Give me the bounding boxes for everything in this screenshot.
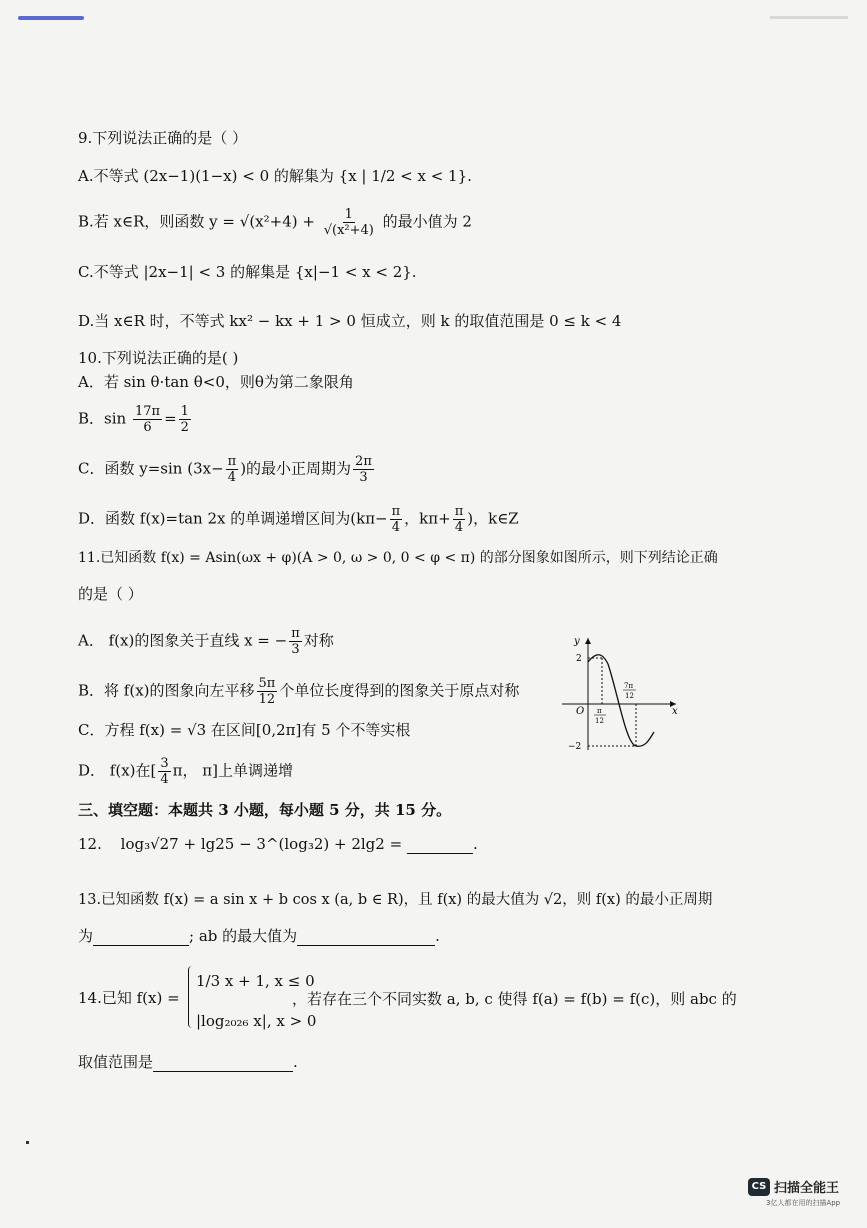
q14-post: ，若存在三个不同实数 a, b, c 使得 f(a) = f(b) = f(c)，则 abc 的 <box>292 990 737 1008</box>
q14-answer-blank[interactable] <box>153 1055 293 1072</box>
q9-b-frac-den: √(x²+4) <box>323 223 374 238</box>
q12-end: . <box>472 835 478 853</box>
q10-b-den1: 6 <box>143 420 152 435</box>
q14-line2 <box>78 1052 298 1072</box>
q13-line2 <box>78 926 440 946</box>
q10-b-eq: = <box>164 409 177 428</box>
q11-b-post: 个单位长度得到的图象关于原点对称 <box>279 681 520 700</box>
q12-num: 12. <box>78 835 102 853</box>
q11-b-den: 12 <box>258 692 276 707</box>
q10-c-num2: 2π <box>355 454 372 469</box>
q12 <box>78 834 478 854</box>
q11-option-b <box>78 676 519 707</box>
graph-ymin: −2 <box>568 742 582 752</box>
q14-line2-end: . <box>293 1053 298 1071</box>
q14-case2: |log₂₀₂₆ x|, x > 0 <box>196 1012 317 1030</box>
q10-option-a: A．若 sin θ·tan θ<0，则θ为第二象限角 <box>78 373 354 391</box>
q10-option-c <box>78 454 376 485</box>
q10-b-num2: 1 <box>180 404 189 419</box>
q10-d-frac2 <box>453 504 466 535</box>
q10-c-pre: C．函数 y=sin (3x− <box>78 459 224 478</box>
q9-stem: 9.下列说法正确的是（ ） <box>78 129 248 147</box>
camscanner-logo-icon: CS <box>748 1178 770 1196</box>
q14-pre: 14.已知 f(x) = <box>78 989 180 1007</box>
camscanner-watermark <box>748 1176 839 1196</box>
q14-case1: 1/3 x + 1, x ≤ 0 <box>196 972 315 990</box>
q10-d-mid: ，kπ+ <box>404 509 451 528</box>
q9-option-c: C.不等式 |2x−1| < 3 的解集是 {x|−1 < x < 2}. <box>78 263 417 281</box>
q10-c-mid: )的最小正周期为 <box>240 459 352 478</box>
q9-option-b-pre: B.若 x∈R，则函数 y = √(x²+4) + <box>78 212 315 231</box>
q10-d-num1: π <box>391 504 401 519</box>
graph-x1-num: π <box>597 707 602 715</box>
q11-b-num: 5π <box>258 676 276 691</box>
y-axis-arrow <box>585 638 591 644</box>
q10-b-frac2 <box>179 404 191 435</box>
q10-stem: 10.下列说法正确的是( ) <box>78 349 239 367</box>
q11-a-frac <box>289 626 302 657</box>
q10-option-b <box>78 404 193 435</box>
q9-option-b-fraction <box>322 207 376 238</box>
q10-d-pre: D．函数 f(x)=tan 2x 的单调递增区间为(kπ− <box>78 509 388 528</box>
graph-origin: O <box>576 706 585 717</box>
q10-d-post: )，k∈Z <box>467 509 519 528</box>
q10-d-den1: 4 <box>391 520 401 535</box>
graph-x1-den: 12 <box>595 717 604 725</box>
q10-d-den2: 4 <box>454 520 464 535</box>
q14-brace <box>188 966 195 1028</box>
q12-answer-blank[interactable] <box>407 837 473 854</box>
q13-line2-mid: ; ab 的最大值为 <box>189 927 298 945</box>
q11-b-pre: B．将 f(x)的图象向左平移 <box>78 681 255 700</box>
q11-a-num: π <box>291 626 300 641</box>
q9-option-b-post: 的最小值为 2 <box>382 212 472 231</box>
q13-line2-end: . <box>435 927 440 945</box>
q10-c-den2: 3 <box>359 470 368 485</box>
q11-d-post: π， π]上单调递增 <box>172 761 293 780</box>
camscanner-slogan: 3亿人都在用的扫描App <box>766 1199 841 1207</box>
scan-edge-mark-right <box>770 16 848 19</box>
scan-speck <box>26 1141 29 1144</box>
q11-d-pre: D． f(x)在[ <box>78 761 157 780</box>
q9-option-a: A.不等式 (2x−1)(1−x) < 0 的解集为 {x | 1/2 < x < 1}. <box>78 167 472 185</box>
graph-ymax: 2 <box>576 654 582 664</box>
q10-c-frac1 <box>226 454 239 485</box>
scan-edge-mark <box>18 16 84 20</box>
q11-option-d <box>78 756 293 787</box>
q10-c-den1: 4 <box>227 470 237 485</box>
q10-option-d <box>78 504 519 535</box>
q11-b-frac <box>257 676 278 707</box>
q11-stem-line1: 11.已知函数 f(x) = Asin(ωx + φ)(A > 0, ω > 0, 0 < φ < π) 的部分图象如图所示，则下列结论正确 <box>78 550 718 566</box>
q13-line2-pre: 为 <box>78 927 94 945</box>
q11-d-den: 4 <box>160 772 169 787</box>
q9-option-b <box>78 207 472 238</box>
q10-b-frac1 <box>133 404 162 435</box>
camscanner-name: 扫描全能王 <box>774 1181 840 1196</box>
q9-b-frac-num: 1 <box>344 207 353 222</box>
q10-d-num2: π <box>454 504 464 519</box>
q12-expr: log₃√27 + lg25 − 3^(log₃2) + 2lg2 = <box>120 835 403 853</box>
q11-d-num: 3 <box>160 756 169 771</box>
q11-option-c: C．方程 f(x) = √3 在区间[0,2π]有 5 个不等实根 <box>78 721 411 739</box>
q13-ab-max-blank[interactable] <box>297 929 435 946</box>
sine-curve <box>588 655 654 747</box>
q11-d-frac <box>158 756 170 787</box>
graph-x-label: x <box>672 706 678 717</box>
q11-sine-graph <box>560 634 680 754</box>
section3-heading: 三、填空题：本题共 3 小题，每小题 5 分，共 15 分。 <box>78 801 452 819</box>
q10-b-pre: B．sin <box>78 409 127 428</box>
q9-option-d: D.当 x∈R 时，不等式 kx² − kx + 1 > 0 恒成立，则 k 的取值范围是 0 ≤ k < 4 <box>78 312 622 330</box>
graph-x2-den: 12 <box>625 692 634 700</box>
q13-line1: 13.已知函数 f(x) = a sin x + b cos x (a, b ∈ R)，且 f(x) 的最大值为 √2，则 f(x) 的最小正周期 <box>78 892 713 908</box>
q11-a-pre: A． f(x)的图象关于直线 x = − <box>78 631 288 650</box>
q10-b-den2: 2 <box>180 420 189 435</box>
q11-stem-line2: 的是（ ） <box>78 585 143 603</box>
q14-line2-label: 取值范围是 <box>78 1053 154 1071</box>
q11-option-a <box>78 626 334 657</box>
q11-a-post: 对称 <box>303 631 334 650</box>
graph-x2-num: 7π <box>624 682 634 690</box>
q11-a-den: 3 <box>291 642 300 657</box>
q10-c-num1: π <box>227 454 237 469</box>
q10-c-frac2 <box>353 454 374 485</box>
q13-period-blank[interactable] <box>93 929 189 946</box>
q10-d-frac1 <box>390 504 403 535</box>
q10-b-num1: 17π <box>134 404 161 419</box>
graph-y-label: y <box>574 636 580 647</box>
